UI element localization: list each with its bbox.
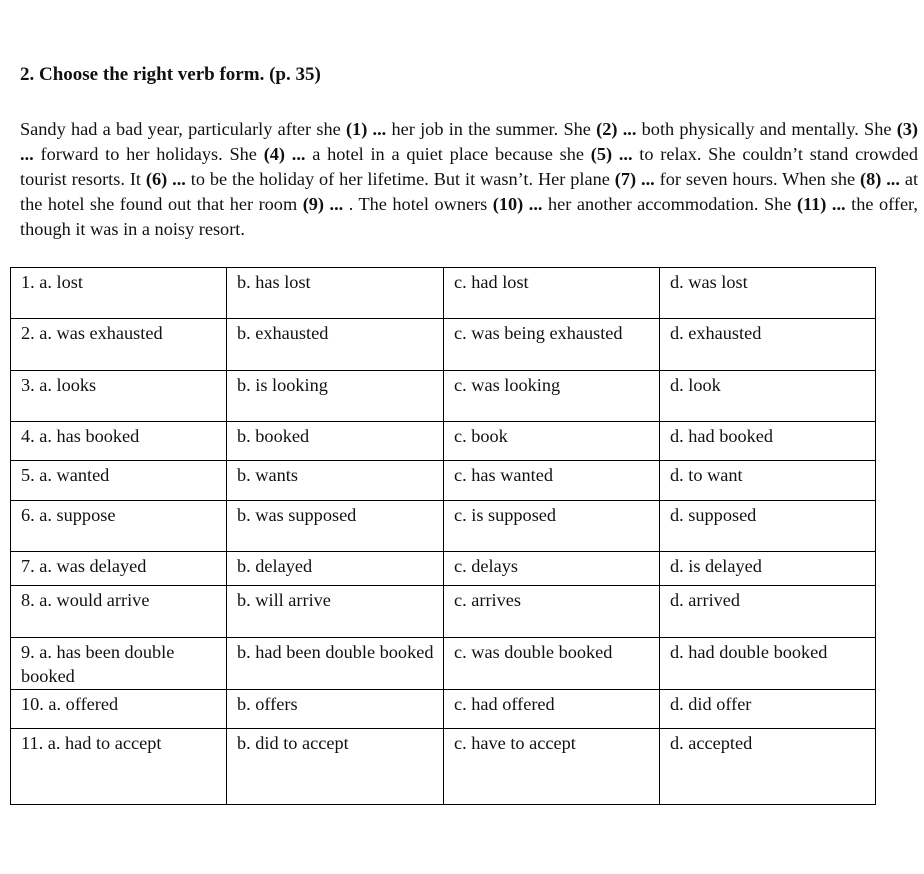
- option-cell-a: 4. a. has booked: [11, 422, 227, 461]
- blank-number: (8): [859, 169, 882, 189]
- option-cell-a: 9. a. has been double booked: [11, 638, 227, 690]
- passage-text: . The hotel owners: [343, 194, 493, 214]
- blank-ellipsis: ...: [20, 144, 34, 164]
- passage-text: her job in the summer. She: [386, 119, 597, 139]
- passage-text: forward to her holidays. She: [33, 144, 264, 164]
- option-row: [11, 371, 876, 422]
- option-cell-c: c. was being exhausted: [444, 319, 660, 371]
- option-cell-d: d. had double booked: [660, 638, 876, 690]
- blank-ellipsis: ...: [826, 194, 846, 214]
- option-cell-b: b. delayed: [227, 552, 444, 586]
- passage-text: to be the holiday of her lifetime. But it wasn’t. Her plane: [185, 169, 615, 189]
- option-cell-c: c. has wanted: [444, 461, 660, 501]
- option-cell-d: d. look: [660, 371, 876, 422]
- option-cell-c: c. had offered: [444, 690, 660, 729]
- blank-number: (9): [302, 194, 325, 214]
- option-row: [11, 690, 876, 729]
- blank-number: (6): [145, 169, 168, 189]
- option-cell-b: b. booked: [227, 422, 444, 461]
- option-row: [11, 319, 876, 371]
- passage-text: her another accommodation. She: [542, 194, 797, 214]
- option-row: [11, 552, 876, 586]
- blank-ellipsis: ...: [367, 119, 387, 139]
- option-cell-c: c. delays: [444, 552, 660, 586]
- blank-ellipsis: ...: [285, 144, 306, 164]
- blank-number: (7): [614, 169, 637, 189]
- blank-number: (3): [896, 119, 919, 139]
- option-row: [11, 422, 876, 461]
- blank-ellipsis: ...: [523, 194, 543, 214]
- option-cell-b: b. will arrive: [227, 586, 444, 638]
- option-row: [11, 461, 876, 501]
- option-cell-d: d. arrived: [660, 586, 876, 638]
- option-cell-b: b. had been double booked: [227, 638, 444, 690]
- option-cell-b: b. exhausted: [227, 319, 444, 371]
- option-row: [11, 638, 876, 690]
- option-cell-a: 3. a. looks: [11, 371, 227, 422]
- option-cell-d: d. had booked: [660, 422, 876, 461]
- option-cell-a: 10. a. offered: [11, 690, 227, 729]
- option-row: [11, 268, 876, 319]
- option-cell-b: b. was supposed: [227, 501, 444, 552]
- option-cell-d: d. supposed: [660, 501, 876, 552]
- option-cell-b: b. offers: [227, 690, 444, 729]
- blank-ellipsis: ...: [636, 169, 655, 189]
- exercise-passage: [20, 117, 918, 242]
- passage-text: the offer, though it was in a noisy resort.: [20, 194, 918, 239]
- option-cell-d: d. accepted: [660, 729, 876, 805]
- option-cell-a: 6. a. suppose: [11, 501, 227, 552]
- option-row: [11, 501, 876, 552]
- blank-ellipsis: ...: [617, 119, 637, 139]
- blank-ellipsis: ...: [324, 194, 344, 214]
- blank-number: (11): [796, 194, 827, 214]
- option-cell-d: d. did offer: [660, 690, 876, 729]
- option-row: [11, 586, 876, 638]
- option-cell-c: c. is supposed: [444, 501, 660, 552]
- option-cell-a: 8. a. would arrive: [11, 586, 227, 638]
- option-cell-b: b. wants: [227, 461, 444, 501]
- option-cell-a: 1. a. lost: [11, 268, 227, 319]
- option-cell-a: 5. a. wanted: [11, 461, 227, 501]
- option-cell-b: b. did to accept: [227, 729, 444, 805]
- option-cell-d: d. to want: [660, 461, 876, 501]
- option-cell-c: c. was looking: [444, 371, 660, 422]
- option-cell-a: 7. a. was delayed: [11, 552, 227, 586]
- option-cell-b: b. has lost: [227, 268, 444, 319]
- blank-ellipsis: ...: [167, 169, 186, 189]
- option-cell-b: b. is looking: [227, 371, 444, 422]
- passage-text: for seven hours. When she: [654, 169, 860, 189]
- option-cell-c: c. have to accept: [444, 729, 660, 805]
- blank-number: (4): [263, 144, 286, 164]
- blank-ellipsis: ...: [881, 169, 900, 189]
- passage-text: to relax. She couldn’t stand crowded tourist resorts. It: [20, 144, 919, 189]
- option-cell-d: d. exhausted: [660, 319, 876, 371]
- option-cell-d: d. was lost: [660, 268, 876, 319]
- blank-number: (2): [596, 119, 618, 139]
- exercise-heading: 2. Choose the right verb form. (p. 35): [20, 64, 321, 85]
- option-cell-c: c. book: [444, 422, 660, 461]
- blank-number: (5): [590, 144, 613, 164]
- option-cell-c: c. had lost: [444, 268, 660, 319]
- passage-text: at the hotel she found out that her room: [20, 169, 919, 214]
- option-cell-a: 2. a. was exhausted: [11, 319, 227, 371]
- passage-text: Sandy had a bad year, particularly after she: [20, 119, 346, 139]
- blank-number: (10): [492, 194, 524, 214]
- blank-ellipsis: ...: [612, 144, 633, 164]
- option-row: [11, 729, 876, 805]
- option-cell-d: d. is delayed: [660, 552, 876, 586]
- answer-options-table: [10, 267, 876, 805]
- option-cell-a: 11. a. had to accept: [11, 729, 227, 805]
- passage-text: a hotel in a quiet place because she: [305, 144, 591, 164]
- passage-text: both physically and mentally. She: [636, 119, 897, 139]
- blank-number: (1): [345, 119, 368, 139]
- option-cell-c: c. was double booked: [444, 638, 660, 690]
- option-cell-c: c. arrives: [444, 586, 660, 638]
